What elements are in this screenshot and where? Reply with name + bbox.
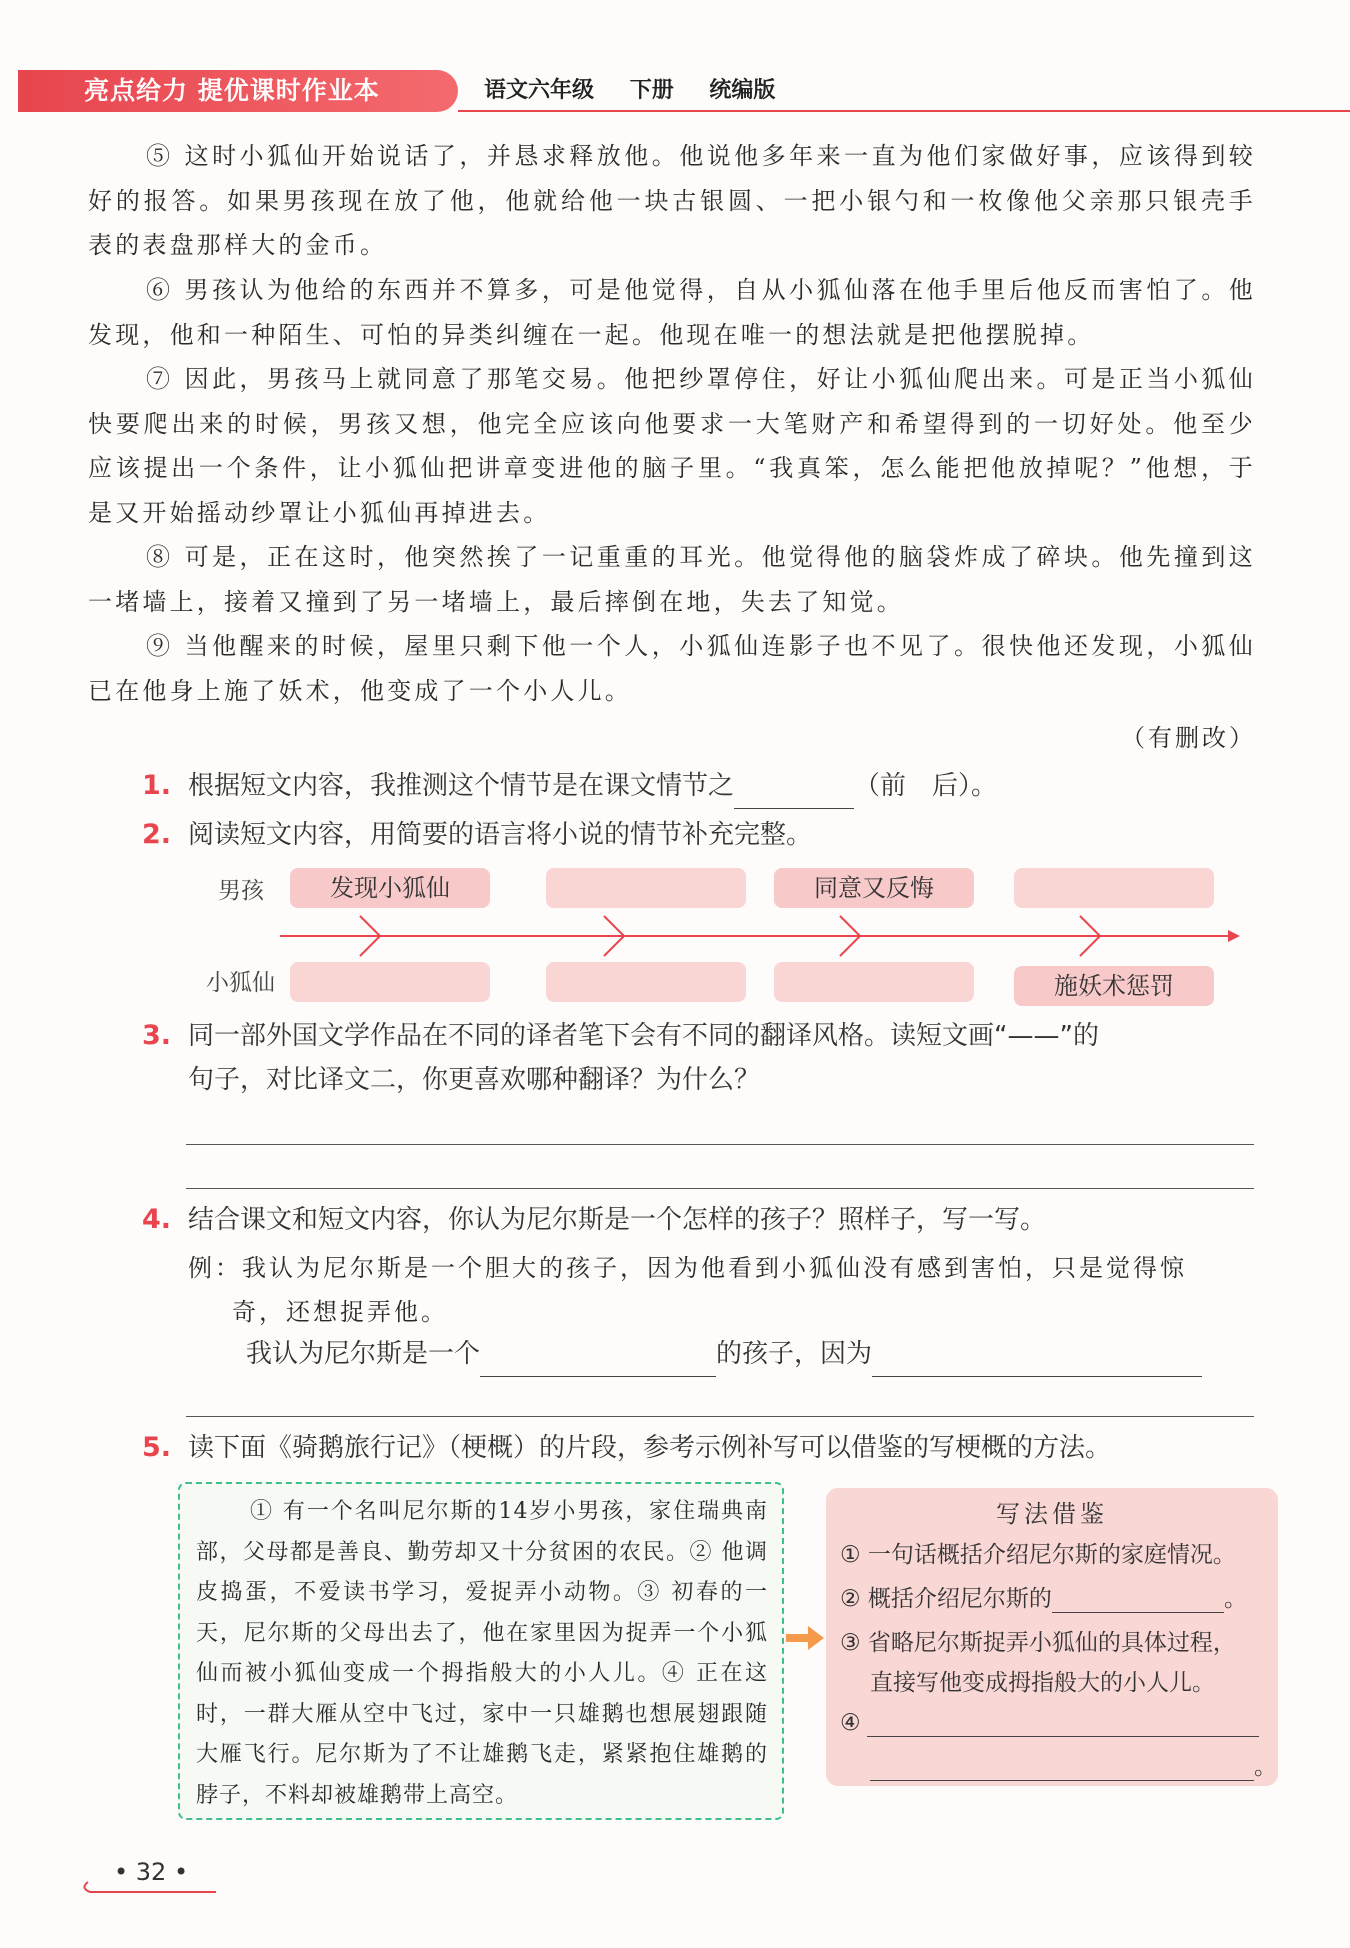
page-number-text: • 32 • [114, 1858, 189, 1886]
method-item-4-end: 。 [1254, 1754, 1277, 1780]
paragraph-9: ⑨ 当他醒来的时候，屋里只剩下他一个人，小狐仙连影子也不见了。很快他还发现，小狐仙已在他身上施了妖术，他变成了一个小人儿。 [88, 632, 1256, 705]
q3-answer-line-2[interactable] [186, 1188, 1254, 1189]
header-rule [458, 110, 1350, 112]
paragraph-8: ⑧ 可是，正在这时，他突然挨了一记重重的耳光。他觉得他的脑袋炸成了碎块。他先撞到这一堵墙上，接着又撞到了另一堵墙上，最后摔倒在地，失去了知觉。 [88, 543, 1256, 616]
method-item-2 [840, 1580, 1247, 1613]
q4-fill-text-a: 我认为尼尔斯是一个 [246, 1339, 481, 1369]
method-item-4-line-2 [870, 1748, 1277, 1781]
boy-row-label: 男孩 [218, 878, 264, 904]
question-number: 1. [142, 770, 172, 801]
plot-box-boy-4[interactable] [1014, 868, 1214, 908]
question-number: 5. [142, 1432, 172, 1463]
subject-label: 语文六年级 [484, 78, 595, 103]
q4-example-line-2: 奇，还想捉弄他。 [232, 1298, 448, 1326]
question-number: 4. [142, 1204, 172, 1235]
q1-options: （前 后）。 [854, 771, 998, 801]
q2-text: 阅读短文内容，用简要的语言将小说的情节补充完整。 [188, 820, 813, 850]
q4-text: 结合课文和短文内容，你认为尼尔斯是一个怎样的孩子？照样子，写一写。 [188, 1205, 1047, 1235]
method-item-3a: ③ 省略尼尔斯捉弄小狐仙的具体过程， [840, 1630, 1236, 1656]
q3-line-2: 句子，对比译文二，你更喜欢哪种翻译？为什么？ [188, 1065, 761, 1095]
book-info [484, 70, 803, 112]
method-title: 写法借鉴 [996, 1500, 1108, 1528]
fox-row-label: 小狐仙 [206, 970, 275, 996]
volume-label: 下册 [629, 78, 674, 103]
page-header [18, 70, 1338, 112]
plot-box-boy-1: 发现小狐仙 [290, 868, 490, 908]
paragraph-5: ⑤ 这时小狐仙开始说话了，并恳求释放他。他说他多年来一直为他们家做好事，应该得到较好的报答。如果男孩现在放了他，他就给他一块古银圆、一把小银勺和一枚像他父亲那只银壳手表的表盘那样大的金币。 [88, 142, 1256, 259]
page-number [84, 1858, 189, 1886]
source-note: （有删改） [1121, 724, 1256, 752]
question-2 [142, 813, 812, 857]
q4-fill-text-b: 的孩子，因为 [716, 1339, 873, 1369]
q4-example [188, 1246, 1187, 1334]
q4-blank-trait[interactable] [480, 1332, 716, 1377]
plot-box-boy-3: 同意又反悔 [774, 868, 974, 908]
paragraph-6: ⑥ 男孩认为他给的东西并不算多，可是他觉得，自从小狐仙落在他手里后他反而害怕了。他发现，他和一种陌生、可怕的异类纠缠在一起。他现在唯一的想法就是把他摆脱掉。 [88, 276, 1256, 349]
method-item-1: ① 一句话概括介绍尼尔斯的家庭情况。 [840, 1542, 1236, 1568]
method-item-2-blank[interactable] [1052, 1586, 1224, 1613]
q4-answer-line[interactable] [186, 1416, 1254, 1417]
edition-label: 统编版 [709, 78, 776, 103]
right-arrow-icon [786, 1626, 826, 1650]
method-item-2-end: 。 [1223, 1586, 1247, 1612]
paragraph-7: ⑦ 因此，男孩马上就同意了那笔交易。他把纱罩停住，好让小狐仙爬出来。可是正当小狐仙快要爬出来的时候，男孩又想，他完全应该向他要求一大笔财产和希望得到的一切好处。他至少应该提出一个条件，让小狐仙把讲章变进他的脑子里。“我真笨，怎么能把他放掉呢？”他想，于是又开始摇动纱罩让小狐仙再掉进去。 [88, 365, 1256, 527]
question-5 [142, 1426, 1111, 1470]
plot-box-boy-2[interactable] [546, 868, 746, 908]
question-3 [142, 1014, 1099, 1102]
brand-badge: 亮点给力 提优课时作业本 [18, 70, 458, 112]
q4-example-line-1: 例：我认为尼尔斯是一个胆大的孩子，因为他看到小狐仙没有感到害怕，只是觉得惊 [188, 1254, 1187, 1282]
excerpt-box: ① 有一个名叫尼尔斯的14岁小男孩，家住瑞典南部，父母都是善良、勤劳却又十分贫困的农民。② 他调皮捣蛋，不爱读书学习，爱捉弄小动物。③ 初春的一天，尼尔斯的父母出去了，他在家里因为捉弄一个小狐仙而被小狐仙变成一个拇指般大的小人儿。④ 正在这时，一群大雁从空中飞过，家中一只雄鹅也想展翅跟随大雁飞行。尼尔斯为了不让雄鹅飞走，紧紧抱住雄鹅的脖子，不料却被雄鹅带上高空。 [178, 1482, 784, 1820]
q3-answer-line-1[interactable] [186, 1144, 1254, 1145]
q3-line-1: 同一部外国文学作品在不同的译者笔下会有不同的翻译风格。读短文画“——”的 [188, 1021, 1099, 1051]
q4-blank-reason[interactable] [872, 1332, 1202, 1377]
question-4 [142, 1198, 1046, 1242]
method-item-4-blank-2[interactable] [870, 1754, 1254, 1781]
q4-fill-sentence [246, 1332, 1202, 1377]
question-number: 3. [142, 1020, 172, 1051]
method-item-4-blank-1[interactable] [867, 1710, 1259, 1737]
method-item-3b: 直接写他变成拇指般大的小人儿。 [870, 1670, 1215, 1696]
method-item-4-num: ④ [840, 1710, 861, 1736]
method-box [826, 1488, 1278, 1786]
question-number: 2. [142, 819, 172, 850]
q1-text: 根据短文内容，我推测这个情节是在课文情节之 [188, 771, 735, 801]
plot-arrow [280, 910, 1240, 970]
plot-box-fox-4: 施妖术惩罚 [1014, 966, 1214, 1006]
method-item-4 [840, 1710, 1259, 1737]
method-item-2-text: ② 概括介绍尼尔斯的 [840, 1586, 1052, 1612]
q5-text: 读下面《骑鹅旅行记》（梗概）的片段，参考示例补写可以借鉴的写梗概的方法。 [188, 1433, 1112, 1463]
question-1 [142, 764, 997, 809]
q1-blank[interactable] [734, 764, 854, 809]
